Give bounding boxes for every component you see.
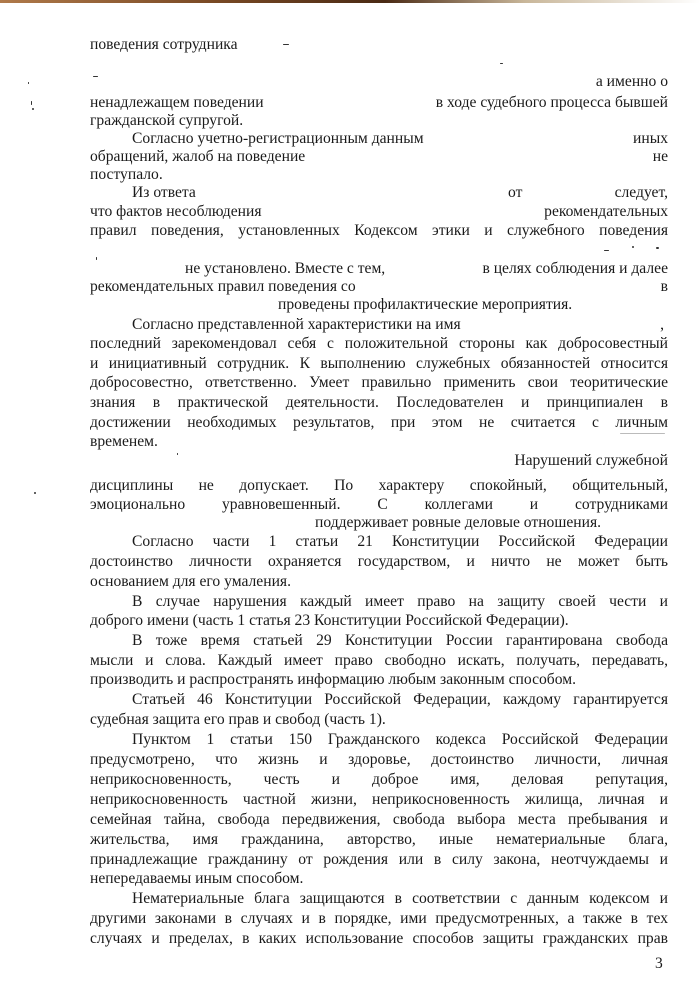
- text-line: Согласно части 1 статьи 21 Конституции Российской Федерации: [132, 533, 668, 550]
- line-text: непередаваемы иным способом.: [90, 870, 304, 887]
- text-line: дисциплины не допускает. По характеру спокойный, общительный,: [90, 477, 668, 494]
- line-text: основанием для его умаления.: [90, 573, 291, 590]
- scan-dash: [93, 76, 98, 77]
- text-line: достижении необходимых результатов, при этом не считается с личным: [90, 414, 668, 431]
- text-line: случаях и пределах, в каких использование способов защиты гражданских прав: [90, 930, 668, 947]
- line-text: следует,: [614, 184, 668, 201]
- text-line: достоинство личности охраняется государством, и ничто не может быть: [90, 553, 668, 570]
- scan-top-edge: [0, 0, 700, 3]
- text-line: неприкосновенность частной жизни, неприкосновенность жилища, личная и: [90, 791, 668, 808]
- line-text: рекомендательных правил поведения со: [90, 278, 356, 295]
- line-text: ненадлежащем поведении: [90, 94, 264, 111]
- line-text: судебная защита его прав и свобод (часть 1).: [90, 711, 386, 728]
- line-text: рекомендательных: [544, 203, 668, 220]
- line-text: в ходе судебного процесса бывшей: [435, 94, 668, 111]
- line-text: от: [508, 184, 523, 201]
- page-number: 3: [655, 955, 663, 972]
- line-text: не установлено. Вместе с тем,: [185, 260, 386, 277]
- text-line: предусмотрено, что жизнь и здоровье, достоинство личности, личная: [90, 751, 668, 768]
- line-text: временем.: [90, 433, 158, 450]
- line-text: Из ответа: [132, 184, 196, 201]
- text-line: жительства, имя гражданина, авторство, иные нематериальные блага,: [90, 831, 668, 848]
- text-line: правил поведения, установленных Кодексом этики и служебного поведения: [90, 222, 668, 239]
- scan-dot: [96, 257, 97, 260]
- scan-dot: [177, 453, 178, 455]
- line-text: гражданской супругой.: [90, 112, 244, 129]
- scan-dot: [28, 82, 29, 84]
- line-text: Согласно учетно-регистрационным данным: [132, 130, 424, 147]
- text-line: другими законами в случаях и в порядке, ими предусмотренных, а также в тех: [90, 910, 668, 927]
- line-text: обращений, жалоб на поведение: [90, 148, 306, 165]
- scan-dash: [604, 250, 609, 251]
- text-line: семейная тайна, свобода передвижения, свобода выбора места пребывания и: [90, 811, 668, 828]
- line-text: поступало.: [90, 166, 163, 183]
- text-line: Нематериальные блага защищаются в соответствии с данным кодексом и: [132, 890, 668, 907]
- scan-dash: [500, 63, 503, 64]
- line-text: поддерживает ровные деловые отношения.: [315, 514, 602, 531]
- scan-dot: [31, 101, 32, 105]
- line-text: проведены профилактические мероприятия.: [278, 296, 573, 313]
- text-line: и инициативный сотрудник. К выполнению служебных обязанностей относится: [90, 355, 668, 372]
- scan-dash: [620, 433, 665, 434]
- line-text: производить и распространять информацию любым законным способом.: [90, 671, 576, 688]
- text-line: принадлежащие гражданину от рождения или в силу закона, неотчуждаемы и: [90, 851, 668, 868]
- text-line: знания в практической деятельности. Последователен и принципиален в: [90, 394, 668, 411]
- line-text: в: [660, 278, 668, 295]
- line-text: Согласно представленной характеристики на имя: [132, 316, 461, 333]
- line-text: а именно о: [595, 73, 668, 90]
- line-text: доброго имени (часть 1 статья 23 Конституции Российской Федерации).: [90, 612, 569, 629]
- text-line: неприкосновенность, честь и доброе имя, деловая репутация,: [90, 771, 668, 788]
- text-line: В случае нарушения каждый имеет право на защиту своей чести и: [132, 593, 668, 610]
- line-text: поведения сотрудника: [90, 36, 238, 53]
- scan-dot: [632, 246, 634, 248]
- text-line: Пунктом 1 статьи 150 Гражданского кодекса Российской Федерации: [132, 731, 668, 748]
- line-text: в целях соблюдения и далее: [482, 260, 668, 277]
- text-line: последний зарекомендовал себя с положительной стороны как добросовестный: [90, 335, 668, 352]
- line-text: ,: [660, 316, 664, 333]
- text-line: эмоционально уравновешенный. С коллегами и сотрудниками: [90, 496, 668, 513]
- scan-dot: [34, 492, 36, 494]
- scan-dot: [656, 247, 659, 249]
- text-line: В тоже время статьей 29 Конституции России гарантирована свобода: [132, 632, 668, 649]
- line-text: что фактов несоблюдения: [90, 203, 262, 220]
- scan-dot: [32, 108, 34, 110]
- line-text: иных: [633, 130, 668, 147]
- text-line: добросовестно, ответственно. Умеет правильно применить свои теоритические: [90, 374, 668, 391]
- scan-dash: [283, 44, 289, 45]
- line-text: Нарушений служебной: [514, 452, 668, 469]
- line-text: не: [652, 148, 668, 165]
- text-line: мысли и слова. Каждый имеет право свободно искать, получать, передавать,: [90, 652, 668, 669]
- text-line: Статьей 46 Конституции Российской Федерации, каждому гарантируется: [132, 691, 668, 708]
